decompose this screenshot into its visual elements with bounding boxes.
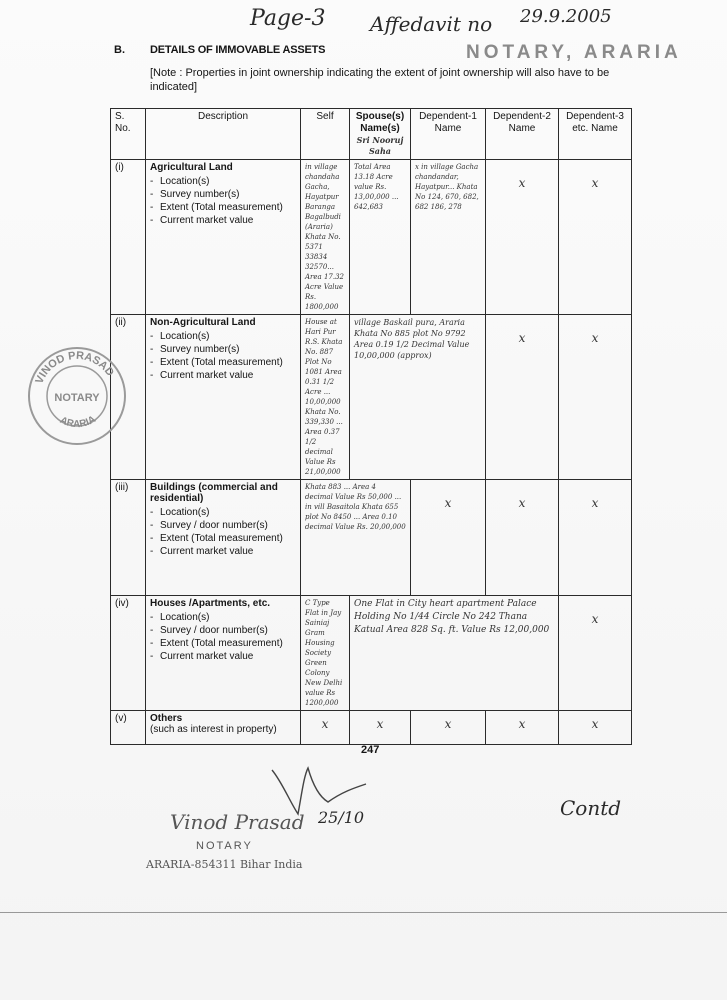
cell-spouse: village Baskail pura, Araria Khata No 885 plot No 9792 Area 0.19 1/2 Decimal Value 10,00,000 (approx)	[350, 315, 486, 480]
item-survey: - Survey number(s)	[150, 188, 296, 201]
section-letter: B.	[114, 44, 125, 56]
cell-self: House at Hari Pur R.S. Khata No. 887 Plot No 1081 Area 0.31 1/2 Acre ... 10,00,000 Khata No. 339,330 ... Area 0.37 1/2 decimal Value Rs 21,00,000	[301, 315, 350, 480]
row-sno: (i)	[111, 160, 146, 315]
seal-top-text: VINOD PRASAD	[33, 349, 117, 386]
item-survey: - Survey / door number(s)	[150, 519, 296, 532]
item-market-value: - Current market value	[150, 650, 296, 663]
item-extent: - Extent (Total measurement)	[150, 637, 296, 650]
col-spouse-label: Spouse(s) Name(s)	[355, 111, 405, 134]
col-spouse-hand-note: Sri Nooruj Saha	[356, 135, 404, 156]
item-location: - Location(s)	[150, 175, 296, 188]
cell-dependent-2: x	[486, 315, 559, 480]
row-sno: (ii)	[111, 315, 146, 480]
cell-dependent-1: x	[411, 711, 486, 745]
handwritten-date: 29.9.2005	[520, 6, 612, 27]
col-self: Self	[301, 109, 350, 160]
col-dependent-2: Dependent-2 Name	[486, 109, 559, 160]
item-market-value: - Current market value	[150, 545, 296, 558]
row-description	[146, 480, 301, 596]
cell-dependent-3: x	[559, 711, 632, 745]
row-sno: (iii)	[111, 480, 146, 596]
notary-title: NOTARY	[196, 840, 253, 852]
cell-self: x	[301, 711, 350, 745]
cell-dependent-3: x	[559, 596, 632, 711]
row-description	[146, 711, 301, 745]
row-sno: (iv)	[111, 596, 146, 711]
seal-bottom-text: ARARIA	[58, 413, 98, 431]
notary-stamp-header: NOTARY, ARARIA	[466, 42, 682, 63]
page-bottom-rule	[0, 912, 727, 913]
table-row	[111, 160, 632, 315]
section-title: DETAILS OF IMMOVABLE ASSETS	[150, 44, 326, 56]
row-description	[146, 160, 301, 315]
cell-spouse: Total Area 13.18 Acre value Rs. 13,00,000 ... 642,683	[350, 160, 411, 315]
section-note: [Note : Properties in joint ownership indicating the extent of joint ownership will also have to be indicated]	[150, 67, 610, 93]
cell-self: Khata 883 ... Area 4 decimal Value Rs 50,000 ... in vill Basaitola Khata 655 plot No 8450 ... Area 0.10 decimal Value Rs. 20,00,000	[301, 480, 411, 596]
item-location: - Location(s)	[150, 611, 296, 624]
row-title: Houses /Apartments, etc.	[150, 598, 271, 609]
row-sno: (v)	[111, 711, 146, 745]
item-extent: - Extent (Total measurement)	[150, 201, 296, 214]
item-location: - Location(s)	[150, 506, 296, 519]
item-location: - Location(s)	[150, 330, 296, 343]
page-number: 247	[361, 744, 380, 756]
svg-text:ARARIA	[58, 414, 98, 430]
notary-address: ARARIA-854311 Bihar India	[146, 858, 303, 871]
cell-self: in village chandaha Gacha, Hayatpur Baranga Bagalbudi (Araria) Khata No. 5371 33834 32570... Area 17.32 Acre Value Rs. 1800,000	[301, 160, 350, 315]
row-description	[146, 315, 301, 480]
notary-name: Vinod Prasad	[170, 810, 305, 834]
item-market-value: - Current market value	[150, 369, 296, 382]
cell-dependent-3: x	[559, 315, 632, 480]
row-title: Non-Agricultural Land	[150, 317, 256, 328]
cell-self: C Type Flat in Jay Sainiaj Gram Housing Society Green Colony New Delhi value Rs 1200,000	[301, 596, 350, 711]
cell-dependent-1: x in village Gacha chandandar, Hayatpur... Khata No 124, 670, 682, 682 186, 278	[411, 160, 486, 315]
item-extent: - Extent (Total measurement)	[150, 532, 296, 545]
col-dependent-1: Dependent-1 Name	[411, 109, 486, 160]
item-survey: - Survey / door number(s)	[150, 624, 296, 637]
signature-date: 25/10	[318, 808, 365, 827]
item-survey: - Survey number(s)	[150, 343, 296, 356]
handwritten-page-label: Page-3	[250, 6, 326, 31]
table-row	[111, 315, 632, 480]
cell-spouse: x	[350, 711, 411, 745]
col-description: Description	[146, 109, 301, 160]
cell-dependent-2: x	[486, 160, 559, 315]
cell-spouse: One Flat in City heart apartment Palace Holding No 1/44 Circle No 242 Thana Katual Area 828 Sq. ft. Value Rs 12,00,000	[350, 596, 559, 711]
handwritten-affidavit-ref: Affedavit no	[370, 12, 493, 36]
cell-dependent-1: x	[411, 480, 486, 596]
row-title: Agricultural Land	[150, 162, 233, 173]
col-sno: S. No.	[111, 109, 146, 160]
handwritten-contd: Contd	[560, 796, 622, 820]
row-title: Others	[150, 713, 183, 724]
row-subtitle: (such as interest in property)	[150, 724, 277, 735]
cell-dependent-3: x	[559, 160, 632, 315]
cell-dependent-2: x	[486, 480, 559, 596]
cell-dependent-2: x	[486, 711, 559, 745]
seal-middle-text: NOTARY	[54, 392, 100, 404]
item-extent: - Extent (Total measurement)	[150, 356, 296, 369]
item-market-value: - Current market value	[150, 214, 296, 227]
table-row	[111, 711, 632, 745]
col-spouse	[350, 109, 411, 160]
cell-dependent-3: x	[559, 480, 632, 596]
immovable-assets-table	[110, 108, 632, 745]
notary-seal-icon	[26, 345, 128, 447]
table-header-row	[111, 109, 632, 160]
table-row	[111, 596, 632, 711]
row-title: Buildings (commercial and residential)	[150, 482, 278, 504]
row-description	[146, 596, 301, 711]
table-row	[111, 480, 632, 596]
col-dependent-3: Dependent-3 etc. Name	[559, 109, 632, 160]
